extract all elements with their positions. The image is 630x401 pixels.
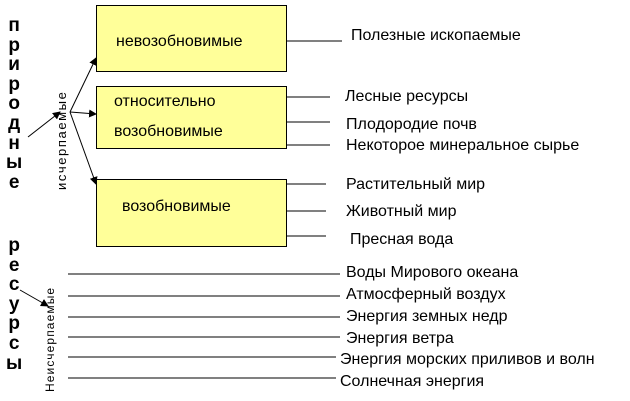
item-soil: Плодородие почв [346, 116, 477, 133]
item-ocean-water: Воды Мирового океана [346, 264, 519, 281]
title-letter: ы [6, 352, 23, 374]
item-air: Атмосферный воздух [346, 286, 506, 303]
box-relatively-label-line1: относительно [114, 93, 216, 110]
box-relatively-label-line2: возобновимые [114, 123, 223, 140]
title-letter: е [8, 254, 20, 276]
item-tidal: Энергия морских приливов и волн [340, 351, 595, 368]
branch-label-inexhaustible: Неисчерпаемые [43, 286, 57, 392]
title-letter: р [8, 313, 20, 335]
title-letter: ы [6, 152, 23, 174]
box-nonrenewable-label: невозобновимые [116, 33, 243, 50]
item-solar: Солнечная энергия [340, 373, 485, 390]
title-letter: о [8, 93, 20, 115]
title-letter: д [8, 112, 21, 134]
item-fresh-water: Пресная вода [350, 231, 454, 248]
item-mineral-raw: Некоторое минеральное сырье [346, 137, 580, 154]
branch-label-exhaustible: исчерпаемые [54, 90, 69, 190]
title-letter: у [8, 293, 20, 315]
title-letter: и [8, 54, 20, 76]
title-letter: р [8, 34, 20, 56]
box-renewable-label: возобновимые [122, 198, 231, 215]
item-minerals: Полезные ископаемые [351, 27, 521, 44]
title-letter: н [8, 132, 20, 154]
item-geothermal: Энергия земных недр [346, 308, 508, 325]
item-wind: Энергия ветра [346, 330, 454, 347]
item-fauna: Животный мир [346, 203, 457, 220]
title-letter: е [8, 171, 20, 193]
item-forest: Лесные ресурсы [345, 88, 469, 105]
title-letter: с [8, 274, 20, 296]
item-flora: Растительный мир [346, 176, 486, 193]
title-letter: р [8, 73, 20, 95]
title-letter: р [8, 235, 20, 256]
title-letter: п [8, 15, 20, 36]
title-letter: с [8, 332, 20, 354]
